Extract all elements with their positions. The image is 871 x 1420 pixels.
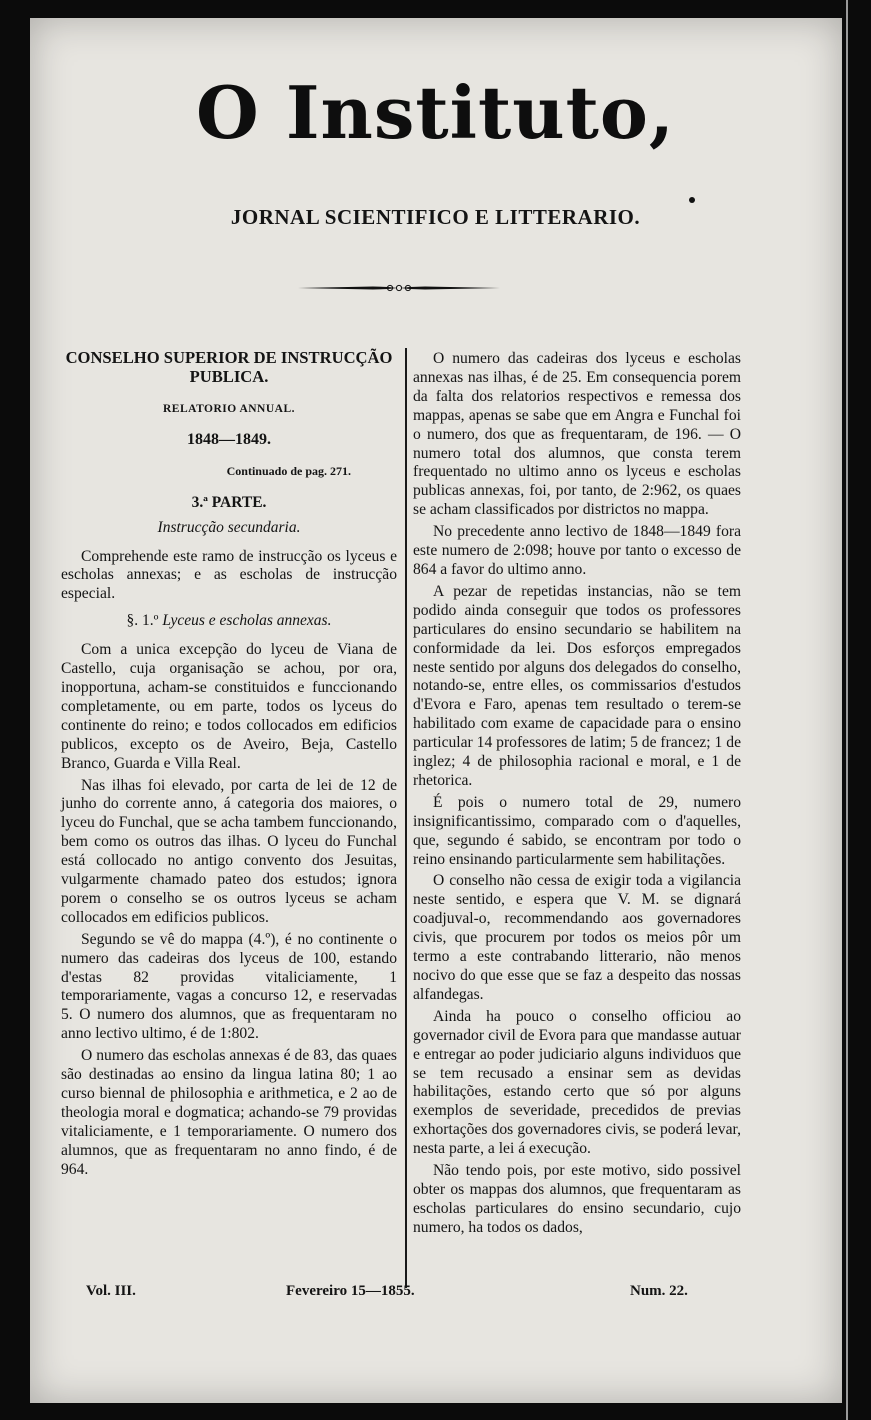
ornament-rule: [298, 283, 500, 293]
instruction-subheading: Instrucção secundaria.: [157, 518, 301, 536]
masthead-title: O Instituto,: [196, 70, 675, 155]
paragraph: Nas ilhas foi elevado, por carta de lei de 12 de junho do corrente anno, á categoria dos maiores, o lyceu do Funchal, que se acha tambem funccionando, bem como os outros das ilhas. O lyceu do Funchal está collocado no antigo convento dos Jesuitas, vulgarmente chamado pateo dos estudos; ignora porem o conselho se os outros lyceus se acham collocados em edificios publicos.: [61, 776, 397, 926]
masthead-subtitle: JORNAL SCIENTIFICO E LITTERARIO.: [230, 205, 641, 229]
paragraph: No precedente anno lectivo de 1848—1849 fora este numero de 2:098; houve por tanto o excesso de 864 a favor do ultimo anno.: [413, 523, 741, 578]
paragraph: O conselho não cessa de exigir toda a vigilancia neste sentido, e espera que V. M. se dignará coadjuval-o, recommendando aos governadores civis, que procurem por todos os meios pôr um termo a este contrabando litterario, não menos nocivo do que esse que se faz a despeito das nossas alfandegas.: [413, 872, 741, 1003]
report-years: 1848—1849.: [187, 430, 271, 448]
footer-date: Fevereiro 15—1855.: [286, 1283, 415, 1299]
section-heading-lyceus: [61, 612, 397, 631]
footer-number: Num. 22.: [630, 1283, 688, 1299]
section-heading: CONSELHO SUPERIOR DE INSTRUCÇÃO PUBLICA.: [65, 348, 393, 386]
paragraph: É pois o numero total de 29, numero insignificantissimo, comparado com o d'aquelles, que, segundo é sabido, se encontram por todo o reino ensinando particularmente sem habilitações.: [413, 793, 741, 868]
report-title: RELATORIO ANNUAL.: [162, 403, 296, 415]
paragraph: Segundo se vê do mappa (4.º), é no continente o numero das cadeiras dos lyceus de 100, estando d'estas 82 providas vitaliciamente, 1 temporariamente, vagas a concurso 12, e reservadas 5. O numero dos alumnos, que as frequentaram no anno lectivo ultimo, é de 1:802.: [61, 930, 397, 1043]
masthead-dot: [689, 197, 695, 203]
paragraph: Não tendo pois, por este motivo, sido possivel obter os mappas dos alumnos, que frequentaram as escholas particulares do ensino secundario, cujo numero, ha todos os dados,: [413, 1162, 741, 1236]
right-column: [413, 350, 741, 1238]
paragraph: A pezar de repetidas instancias, não se tem podido ainda conseguir que todos os professores particulares do ensino secundario se habilitem na conformidade da lei. Dos esforços empregados neste sentido por alguns dos delegados do conselho, notando-se, entre elles, os commissarios d'estudos d'Evora e Faro, apenas tem resultado o terem-se habilitado com exame de capacidade para o ensino particular 14 professores de latim; 5 de francez; 1 de inglez; 4 de philosophia racional e moral, e 1 de rhetorica.: [413, 582, 741, 789]
continued-note: Continuado de pag. 271.: [226, 463, 351, 478]
paragraph: O numero das escholas annexas é de 83, das quaes são destinadas ao ensino da lingua latina 80; 1 ao curso biennal de philosophia e arithmetica, e 2 ao de theologia moral e dogmatica; achando-se 79 providas vitaliciamente, e 1 temporariamente. O numero dos alumnos, que as frequentaram no anno findo, é de 964.: [61, 1047, 397, 1178]
section-number: §. 1.º: [126, 612, 159, 630]
paragraph: Comprehende este ramo de instrucção os lyceus e escholas annexas; e as escholas de instrucção especial.: [61, 547, 397, 603]
page-footer: [86, 1283, 726, 1305]
left-column: [61, 348, 397, 1180]
paragraph: O numero das cadeiras dos lyceus e escholas annexas nas ilhas, é de 25. Em consequencia porem da falta dos relatorios respectivos e remessa dos mappas, apenas se sabe que em Angra e Funchal foi o numero, dos que as frequentaram, de 196. — O numero total dos alumnos, que consta terem frequentado no ultimo anno os lyceus e escholas publicas annexas, foi, por tanto, de 2:962, os quaes se acham classificados por districtos no mappa.: [413, 350, 741, 519]
footer-volume: Vol. III.: [86, 1283, 136, 1299]
column-divider: [405, 348, 407, 1288]
paragraph: Ainda ha pouco o conselho officiou ao governador civil de Evora para que mandasse autuar e entregar ao poder judiciario alguns individuos que se tem recusado a ensinar sem as devidas habilitações, estando certo que só por alguns exemplos de severidade, precedidos de previas exhortações dos governadores civis, se poderá levar, nesta parte, a lei á execução.: [413, 1007, 741, 1158]
paragraph: Com a unica excepção do lyceu de Viana de Castello, cuja organisação se achou, por ora, inopportuna, acham-se constituidos e funccionando completamente, ou em parte, todos os lyceus do continente do reino; e todos collocados em edificios publicos, excepto os de Aveiro, Beja, Castello Branco, Guarda e Villa Real.: [61, 641, 397, 772]
part-heading: 3.ª PARTE.: [191, 493, 267, 511]
section-title: Lyceus e escholas annexas.: [162, 612, 332, 630]
